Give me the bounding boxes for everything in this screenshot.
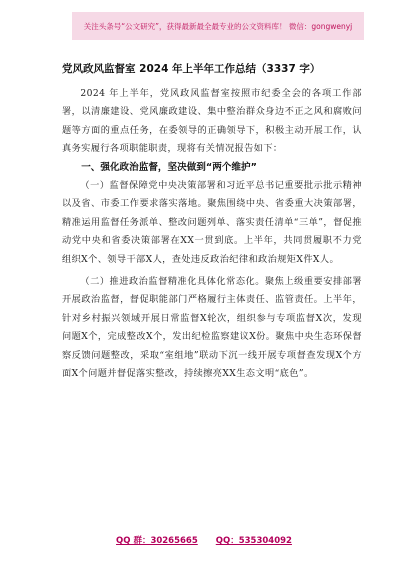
qq-group-link[interactable]: QQ 群：30265665 (116, 536, 198, 546)
paragraph-1: （一）监督保障党中央决策部署和习近平总书记重要批示批示精神以及省、市委工作要求落实落地。聚焦围绕中央、省委重大决策部署，精准运用监督任务派单、整改问题列单、落实责任清单“三单”，督促推动党中央和省委决策部署在XX一贯到底。上半年，共同贯履职不力党组织X个、领导干部X人，查处违反政治纪律和政治规矩X件X人。 (62, 180, 362, 265)
qq-contact-link[interactable]: QQ：535304092 (215, 536, 292, 546)
promo-banner-text: 关注头条号“公文研究”，获得最新最全最专业的公文资料库！ 微信：gongwenyj (83, 21, 353, 31)
document-title: 党风政风监督室 2024 年上半年工作总结（3337 字） (62, 63, 321, 75)
document-body (62, 62, 362, 384)
intro-paragraph: 2024 年上半年，党风政风监督室按照市纪委全会的各项工作部署，以清廉建设、党风廉政建设、集中整治群众身边不正之风和腐败问题等方面的重点任务，在委领导的正确领导下，积极主动开展工作，认真务实履行各项职能职责，现将有关情况报告如下： (62, 88, 362, 155)
promo-banner (72, 12, 364, 40)
paragraph-2: （二）推进政治监督精准化具体化常态化。聚焦上级重要安排部署开展政治监督，督促职能部门严格履行主体责任、监管责任。上半年，针对乡村振兴领域开展日常监督X轮次，组织参与专项监督X次，发现问题X个，完成整改X个，发出纪检监察建议X份。聚焦中央生态环保督察反馈问题整改，采取“室组地”联动下沉一线开展专项督查发现X个方面X个问题并督促落实整改，持续擦亮XX生态文明“底色”。 (62, 276, 362, 380)
contact-footer (0, 534, 408, 550)
section-heading-1: 一、强化政治监督，坚决做到“两个维护” (81, 161, 257, 173)
